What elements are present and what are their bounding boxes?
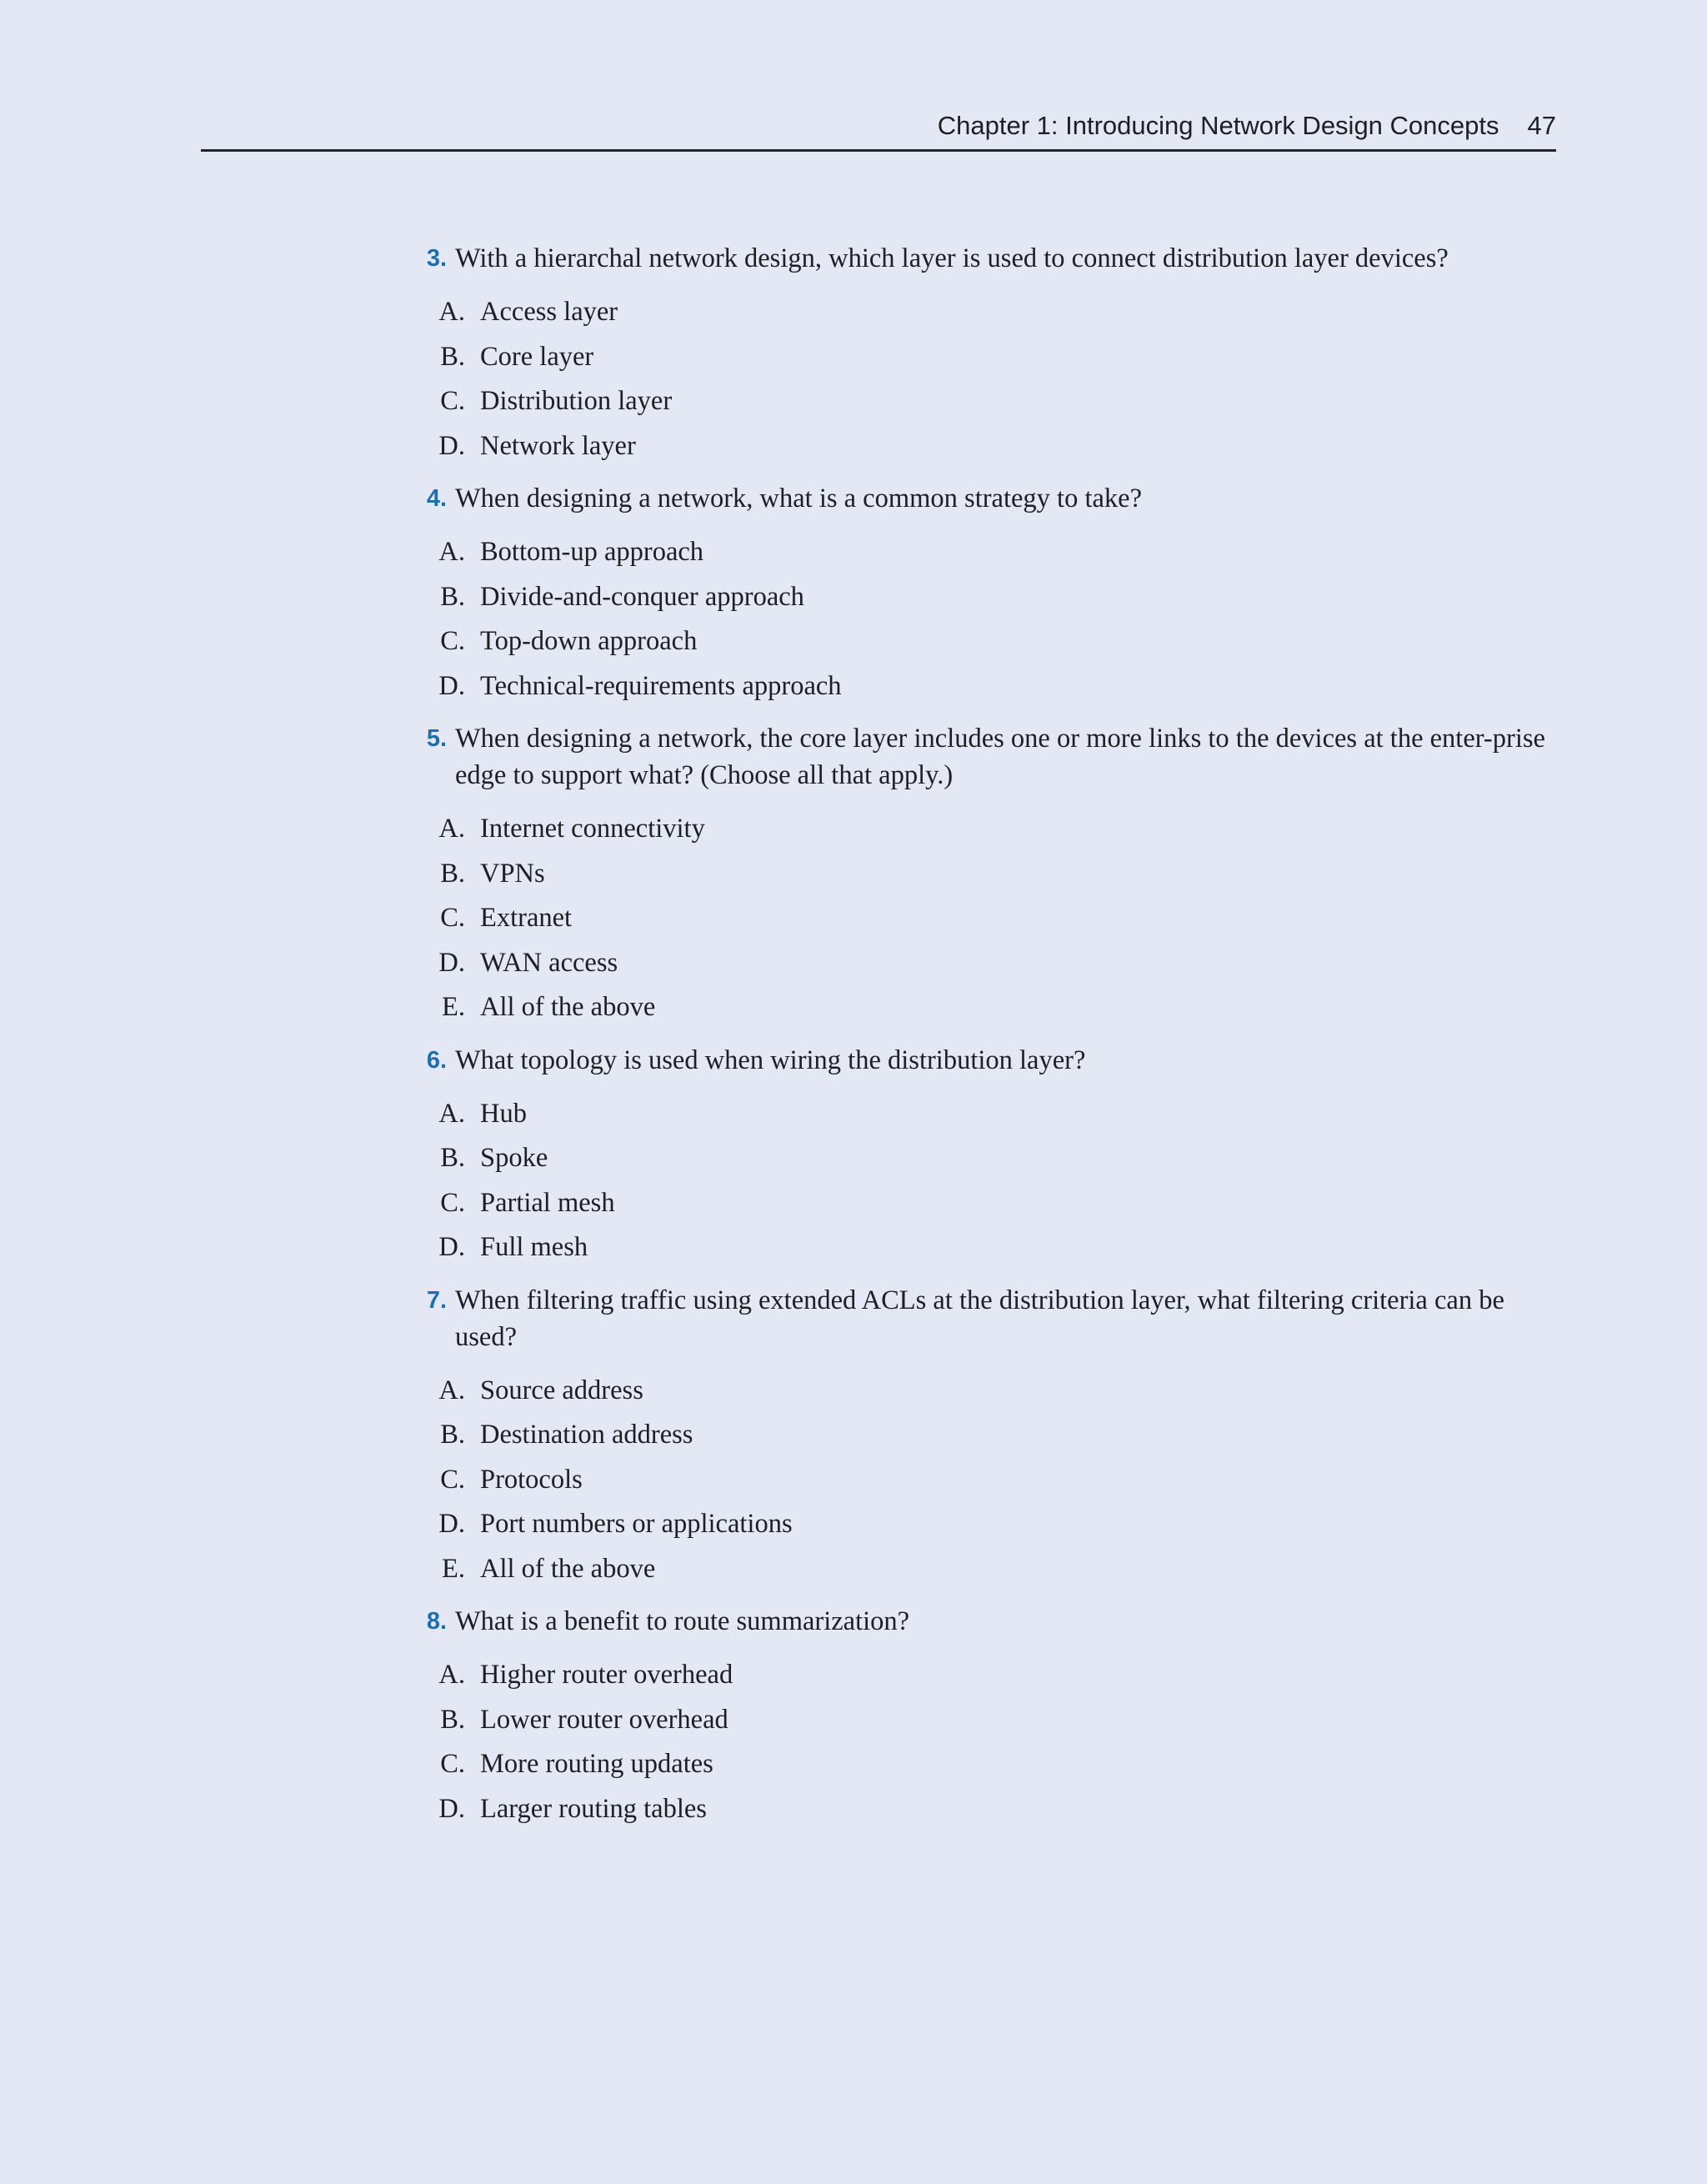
option-letter: D.: [438, 1232, 465, 1262]
option-text: Partial mesh: [480, 1187, 615, 1218]
option-letter: D.: [438, 947, 465, 978]
option-text: Technical-requirements approach: [480, 670, 842, 701]
question-item: [408, 240, 1567, 468]
answer-option: [408, 1742, 1567, 1787]
option-text: Higher router overhead: [480, 1660, 733, 1690]
answer-option: [408, 852, 1567, 897]
answer-options: [408, 290, 1567, 468]
option-letter: C.: [440, 1464, 465, 1495]
question-item: [408, 1042, 1567, 1270]
answer-option: [408, 1653, 1567, 1698]
answer-option: [408, 424, 1567, 469]
question-number: 3.: [426, 245, 447, 272]
answer-option: [408, 1547, 1567, 1592]
question-text: When designing a network, what is a common strategy to take?: [455, 483, 1143, 513]
question-header: [408, 1603, 1567, 1640]
answer-option: [408, 1458, 1567, 1503]
chapter-title: Chapter 1: Introducing Network Design Concepts: [937, 111, 1499, 140]
option-letter: A.: [438, 1098, 465, 1129]
answer-option: [408, 530, 1567, 575]
option-letter: B.: [440, 1143, 465, 1173]
option-text: Divide-and-conquer approach: [480, 581, 804, 612]
option-text: Protocols: [480, 1464, 583, 1495]
option-text: Full mesh: [480, 1232, 588, 1262]
answer-option: [408, 1181, 1567, 1226]
option-letter: C.: [440, 1187, 465, 1218]
option-text: WAN access: [480, 947, 618, 978]
question-header: [408, 1042, 1567, 1079]
question-item: [408, 480, 1567, 709]
answer-option: [408, 290, 1567, 335]
option-letter: A.: [438, 814, 465, 844]
answer-option: [408, 1413, 1567, 1458]
question-item: [408, 1603, 1567, 1831]
answer-options: [408, 1653, 1567, 1831]
question-number: 7.: [426, 1286, 447, 1314]
option-letter: B.: [440, 581, 465, 612]
answer-option: [408, 575, 1567, 620]
option-letter: D.: [438, 1793, 465, 1824]
question-text: What topology is used when wiring the distribution layer?: [455, 1044, 1086, 1075]
option-text: All of the above: [480, 1553, 656, 1584]
answer-option: [408, 985, 1567, 1030]
answer-options: [408, 1369, 1567, 1592]
question-text: When designing a network, the core layer includes one or more links to the devices at the enter-prise edge to support what? (Choose all that apply.): [455, 724, 1545, 790]
option-letter: A.: [438, 537, 465, 567]
option-letter: B.: [440, 1704, 465, 1735]
question-text: When filtering traffic using extended ACLs at the distribution layer, what filtering criteria can be used?: [455, 1285, 1504, 1352]
question-header: [408, 480, 1567, 517]
option-text: Distribution layer: [480, 386, 673, 416]
option-text: Access layer: [480, 297, 618, 327]
answer-option: [408, 1787, 1567, 1832]
answer-option: [408, 1136, 1567, 1181]
answer-options: [408, 807, 1567, 1030]
option-text: All of the above: [480, 992, 656, 1022]
option-letter: A.: [438, 297, 465, 327]
option-text: VPNs: [480, 858, 545, 889]
answer-option: [408, 941, 1567, 986]
answer-option: [408, 1369, 1567, 1414]
option-text: Internet connectivity: [480, 814, 705, 844]
option-text: Extranet: [480, 903, 573, 933]
answer-options: [408, 1092, 1567, 1270]
answer-option: [408, 896, 1567, 941]
option-text: Source address: [480, 1375, 643, 1405]
answer-option: [408, 1092, 1567, 1137]
option-text: Destination address: [480, 1420, 693, 1450]
option-letter: B.: [440, 1420, 465, 1450]
answer-option: [408, 1502, 1567, 1547]
option-text: Top-down approach: [480, 626, 698, 656]
page-number: 47: [1527, 111, 1556, 140]
option-text: Bottom-up approach: [480, 537, 704, 567]
option-text: Core layer: [480, 341, 594, 372]
question-number: 5.: [426, 725, 447, 752]
option-text: More routing updates: [480, 1749, 713, 1779]
answer-option: [408, 1225, 1567, 1270]
answer-option: [408, 379, 1567, 424]
question-item: [408, 1282, 1567, 1592]
answer-option: [408, 664, 1567, 709]
question-number: 4.: [426, 485, 447, 512]
question-number: 8.: [426, 1608, 447, 1635]
option-text: Larger routing tables: [480, 1793, 707, 1824]
option-letter: B.: [440, 858, 465, 889]
question-number: 6.: [426, 1046, 447, 1074]
option-letter: C.: [440, 903, 465, 933]
question-item: [408, 720, 1567, 1030]
question-header: [408, 720, 1567, 794]
question-header: [408, 240, 1567, 277]
option-letter: C.: [440, 386, 465, 416]
answer-option: [408, 807, 1567, 852]
option-letter: A.: [438, 1660, 465, 1690]
option-letter: D.: [438, 1509, 465, 1539]
answer-options: [408, 530, 1567, 709]
option-letter: D.: [438, 430, 465, 461]
option-letter: E.: [442, 1553, 465, 1584]
option-letter: D.: [438, 670, 465, 701]
answer-option: [408, 619, 1567, 664]
answer-option: [408, 335, 1567, 380]
page-header: [201, 107, 1556, 152]
question-list: [408, 240, 1567, 1843]
option-text: Network layer: [480, 430, 636, 461]
answer-option: [408, 1698, 1567, 1743]
option-letter: B.: [440, 341, 465, 372]
question-text: With a hierarchal network design, which layer is used to connect distribution layer devices?: [455, 243, 1449, 273]
option-letter: C.: [440, 626, 465, 656]
option-text: Spoke: [480, 1143, 548, 1173]
option-text: Port numbers or applications: [480, 1509, 793, 1539]
option-text: Hub: [480, 1098, 527, 1129]
option-letter: E.: [442, 992, 465, 1022]
question-header: [408, 1282, 1567, 1355]
option-letter: C.: [440, 1749, 465, 1779]
option-letter: A.: [438, 1375, 465, 1405]
option-text: Lower router overhead: [480, 1704, 728, 1735]
question-text: What is a benefit to route summarization?: [455, 1606, 910, 1636]
